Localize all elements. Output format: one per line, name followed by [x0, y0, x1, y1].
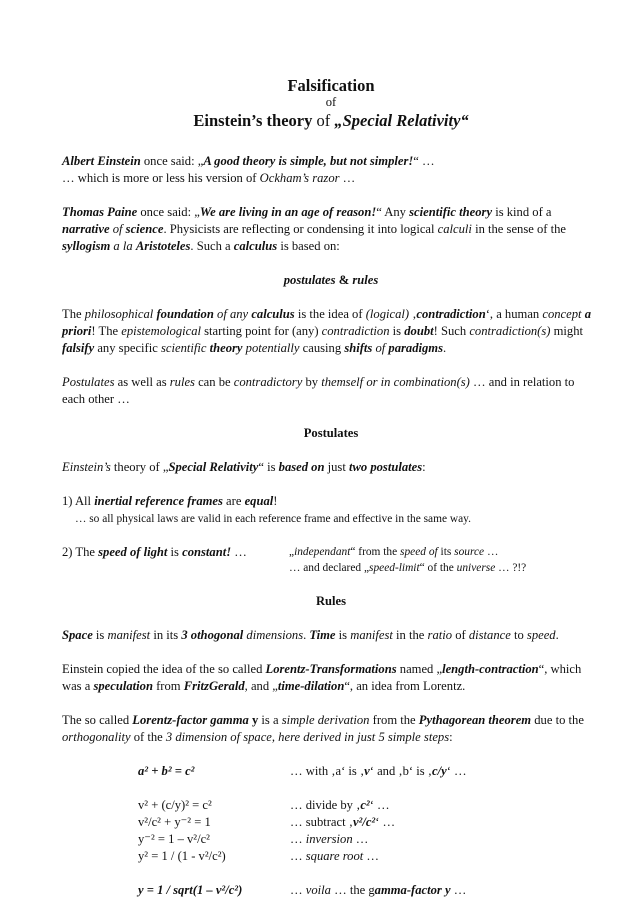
paragraph-paine-quote: Thomas Paine once said: „We are living in an age of reason!“ Any scientific theory is kind of a narrative of science. Physicists are reflecting or condensing it into logical calculi in the sense of the syllogism a la Aristoteles. Such a calculus is based on:	[62, 205, 566, 253]
postulate-2-statement: 2) The speed of light is constant! …	[62, 545, 247, 559]
doc-title: Falsification	[287, 76, 375, 95]
paragraph-einstein-quote: Albert Einstein once said: „A good theory is simple, but not simpler!“ … … which is more or less his version of Ockham’s razor …	[62, 154, 435, 185]
paragraph-gamma: The so called Lorentz-factor gamma y is a simple derivation from the Pythagorean theorem due to the orthogonality of the 3 dimension of space, here derived in just 5 simple steps:	[62, 713, 584, 744]
derivation-steps	[62, 763, 600, 899]
paragraph-postulates-rules: Postulates as well as rules can be contradictory by themself or in combination(s) … and in relation to each other …	[62, 375, 575, 406]
step-row-1: v² + (c/y)² = c² … divide by ‚c²‘ …	[138, 798, 390, 812]
postulate-1: 1) All inertial reference frames are equal! … so all physical laws are valid in each reference frame and effective in the same way.	[62, 494, 471, 525]
step-row-5: y = 1 / sqrt(1 – v²/c²) … voila … the gamma-factor y …	[138, 883, 467, 897]
step-row-0: a² + b² = c² … with ‚a‘ is ‚v‘ and ‚b‘ is ‚c/y‘ …	[138, 764, 467, 778]
postulate-1-note: … so all physical laws are valid in each reference frame and effective in the same way.	[75, 513, 471, 525]
postulate-2-comment: „independant“ from the speed of its source … … and declared „speed-limit“ of the universe … ?!?	[289, 546, 527, 574]
rules-heading: Rules	[315, 594, 347, 608]
paragraph-lorentz: Einstein copied the idea of the so called Lorentz-Transformations named „length-contraction“, which was a speculation from FritzGerald, and „time-dilation“, an idea from Lorentz.	[62, 662, 582, 693]
step-row-2: v²/c² + y⁻² = 1 … subtract ‚v²/c²‘ …	[138, 815, 396, 829]
doc-subtitle: Einstein’s theory of „Special Relativity“	[193, 111, 469, 130]
step-row-3: y⁻² = 1 – v²/c² … inversion …	[138, 832, 369, 846]
paragraph-foundation: The philosophical foundation of any calculus is the idea of (logical) ‚contradiction‘, a human concept a priori! The epistemological starting point for (any) contradiction is doubt! Such contradiction(s) might falsify any specific scientific theory potentially causing shifts of paradigms.	[62, 307, 591, 355]
doc-title-of: of	[325, 95, 337, 109]
postulates-heading: Postulates	[303, 426, 359, 440]
paragraph-two-postulates: Einstein’s theory of „Special Relativity“ is based on just two postulates:	[62, 460, 426, 474]
postulates-rules-heading: postulates & rules	[283, 273, 379, 287]
paragraph-space-time: Space is manifest in its 3 othogonal dimensions. Time is manifest in the ratio of distance to speed.	[62, 628, 559, 642]
step-row-4: y² = 1 / (1 - v²/c²) … square root …	[138, 849, 379, 863]
postulate-2	[62, 544, 600, 576]
